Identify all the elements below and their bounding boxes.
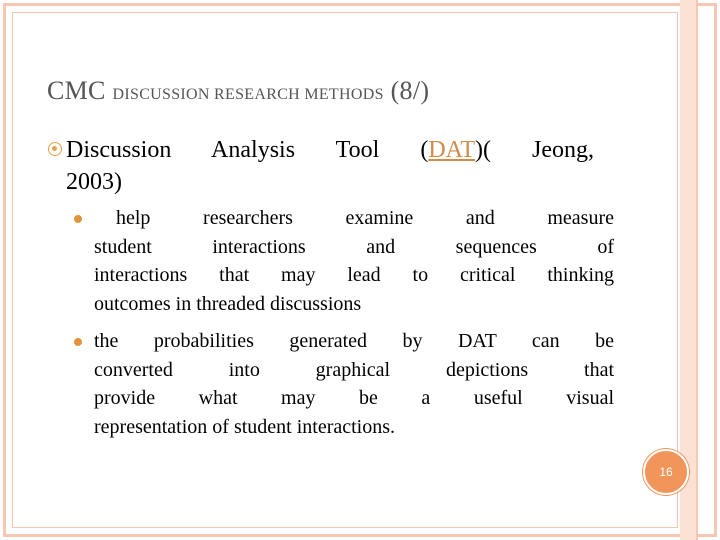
level1-text-post: )( Jeong, [474,137,594,163]
sub-bullet-dot-icon [74,338,82,346]
sub-bullet-2-line-2: converted into graphical depictions that [94,358,614,381]
sub-bullet-1-line-1: help researchers examine and measure [116,207,614,229]
level1-line-2: 2003) [66,169,122,195]
level1-line-1 [66,134,594,166]
sub-bullet-1-line-4: outcomes in threaded discussions [94,292,362,315]
title-part-2: DISCUSSION RESEARCH METHODS [112,86,384,103]
sub-bullet-dot-icon [74,215,82,223]
circle-bullet-icon [48,142,62,156]
page-number: 16 [659,465,673,479]
level1-bullet [48,134,618,198]
title-part-3: (8/) [390,76,430,105]
sub-bullet-2-line-3: provide what may be a useful visual [94,387,614,409]
sub-bullet-2 [74,327,614,441]
decorative-side-line [696,0,698,540]
sub-bullet-1-line-3: interactions that may lead to critical thinking [94,264,614,286]
sub-bullet-2-line-4: representation of student interactions. [94,415,396,438]
sub-bullet-1 [74,204,614,318]
title-part-1: CMC [47,76,106,105]
slide-title [47,76,429,106]
dat-link[interactable]: DAT [428,137,475,163]
level1-text-pre: Discussion Analysis Tool ( [66,137,429,163]
sub-bullet-2-line-1: the probabilities generated by DAT can be [94,330,614,352]
page-number-badge [643,449,689,495]
sub-bullet-1-line-2: student interactions and sequences of [94,235,614,258]
